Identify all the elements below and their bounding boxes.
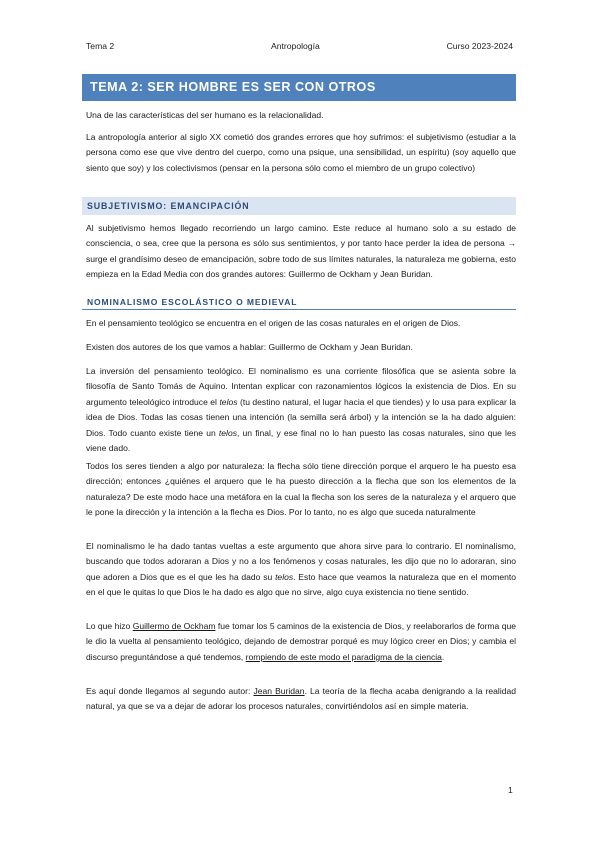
text-run: Lo que hizo (86, 621, 133, 631)
underlined-author: Guillermo de Ockham (132, 621, 216, 631)
section-heading-text: NOMINALISMO ESCOLÁSTICO O MEDIEVAL (87, 297, 298, 307)
underlined-phrase: rompiendo de este modo el paradigma de la ciencia (245, 651, 442, 662)
paragraph-9 (86, 684, 516, 715)
italic-term: telos (275, 571, 294, 582)
paragraph-8 (86, 619, 516, 665)
paragraph-6: Todos los seres tienden a algo por naturaleza: la flecha sólo tiene dirección porque el arquero le ha puesto esa dirección; entonces ¿quiénes el arquero que le ha puesto dirección a la flecha que son los elementos de la naturaleza? De este modo hace una metáfora en la cual la flecha son los seres de la naturaleza y el arquero que le pone la dirección y la intención a la flecha es Dios. Por lo tanto, no es algo que suceda naturalmente (86, 461, 516, 518)
header-right: Curso 2023-2024 (446, 41, 513, 51)
text-run: La inversión del pensamiento teológico. El nominalismo es una corriente filosófica que se asienta sobre la filosofía de Santo Tomás de Aquino. Intentan explicar con razonamientos lógicos la existencia de Dios. En su argumento teleológico introduce el (86, 366, 516, 407)
paragraph-7 (86, 539, 516, 601)
text-run: Es aquí donde llegamos al segundo autor: (86, 686, 254, 696)
underlined-author: Jean Buridan (253, 686, 305, 696)
header-center: Antropología (271, 41, 320, 51)
text-run: El nominalismo le ha dado tantas vueltas a este argumento que ahora sirve para lo contrario. El nominalismo, buscando que todos adoraran a Dios y no a los fenómenos y cosas naturales, les dijo que no lo adoraran, sino que adoren a Dios que es el que les ha dado su (86, 541, 516, 582)
text-run: (tu destino natural, el lugar hacia el que tiendes) y lo usa para explicar la idea de Dios. Todas las cosas tienen una intención (la semilla será árbol) y la intención se la ha dado alguien: Dios. Todo cuanto existe tiene un (86, 396, 516, 438)
text-run: . La teoría de la flecha acaba denigrando a la realidad natural, ya que se va a dejar de adorar los procesos naturales, convirtiéndolos así en simple materia. (86, 686, 516, 712)
intro-paragraph: Una de las características del ser humano es la relacionalidad. (86, 110, 324, 120)
page-title: TEMA 2: SER HOMBRE ES SER CON OTROS (90, 80, 376, 94)
paragraph-1: La antropología anterior al siglo XX cometió dos grandes errores que hoy sufrimos: el subjetivismo (estudiar a la persona como ese que vive dentro del cuerpo, como una psique, una sensibilidad, un espíritu) (soy aquello que siento que soy) y los colectivismos (pensar en la persona sólo como el miembro de un grupo colectivo) (86, 132, 516, 173)
text-run: . Esto hace que veamos la naturaleza que en el momento en el que le quitas lo que Dios le ha dado es algo que no sirve, algo cuya existencia no tiene sentido. (86, 571, 516, 598)
text-run: fue tomar los 5 caminos de la existencia de Dios, y reelaborarlos de forma que le dio la vuelta al pensamiento teológico, dejando de demostrar porqué es muy lógico creer en Dios; y cambia el discurso preguntándose a qué tendemos, (86, 621, 516, 662)
text-run: . (441, 651, 445, 662)
paragraph-5 (86, 364, 516, 456)
paragraph-4: Existen dos autores de los que vamos a hablar: Guillermo de Ockham y Jean Buridan. (86, 342, 413, 352)
text-run: , un final, y ese final no lo han puesto las cosas naturales, sino que les viene dado. (86, 427, 516, 454)
section-heading-nominalismo (82, 293, 516, 310)
page-number: 1 (508, 785, 513, 795)
title-bar (82, 74, 516, 101)
section-heading-subjetivismo (82, 197, 516, 215)
header-left: Tema 2 (86, 41, 115, 51)
section-heading-text: SUBJETIVISMO: EMANCIPACIÓN (87, 201, 250, 211)
paragraph-3: En el pensamiento teológico se encuentra en el origen de las cosas naturales en el origen de Dios. (86, 318, 461, 328)
paragraph-2: Al subjetivismo hemos llegado recorriendo un largo camino. Este reduce al humano solo a su estado de consciencia, o sea, cree que la persona es sólo sus sentimientos, y por tanto hace perder la idea de persona → surge el grandísimo deseo de emancipación, sobre todo de sus límites naturales, la naturaleza me gobierna, esto empieza en la Edad Media con dos grandes autores: Guillermo de Ockham y Jean Buridan. (86, 223, 516, 280)
italic-term: telos (218, 427, 237, 438)
italic-term: telos (219, 396, 238, 407)
